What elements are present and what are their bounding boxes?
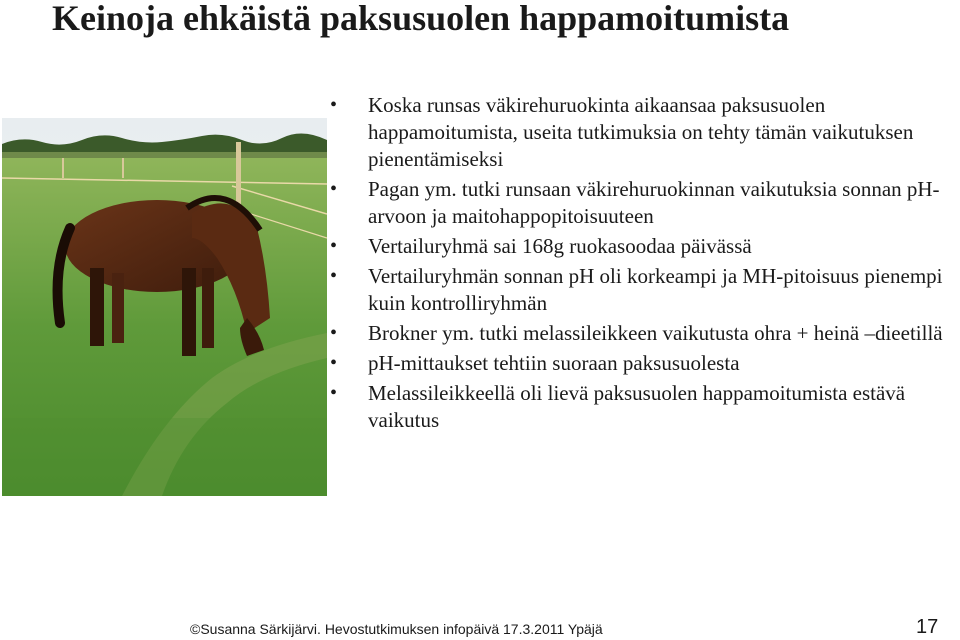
bullet-item: • pH-mittaukset tehtiin suoraan paksusuolesta: [330, 350, 958, 377]
bullet-item: • Melassileikkeellä oli lievä paksusuolen happamoitumista estävä vaikutus: [330, 380, 958, 434]
bullet-list: [330, 92, 958, 437]
bullet-item: • Pagan ym. tutki runsaan väkirehuruokinnan vaikutuksia sonnan pH-arvoon ja maitohappopitoisuuteen: [330, 176, 958, 230]
bullet-item: • Vertailuryhmä sai 168g ruokasoodaa päivässä: [330, 233, 958, 260]
bullet-item: • Brokner ym. tutki melassileikkeen vaikutusta ohra + heinä –dieetillä: [330, 320, 958, 347]
bullet-item: • Koska runsas väkirehuruokinta aikaansaa paksusuolen happamoitumista, useita tutkimuksia on tehty tämän vaikutuksen pienentämiseksi: [330, 92, 958, 173]
horse-grazing-photo: [2, 118, 327, 496]
bullet-item: • Vertailuryhmän sonnan pH oli korkeampi ja MH-pitoisuus pienempi kuin kontrolliryhmän: [330, 263, 958, 317]
page-number: 17: [916, 616, 939, 638]
slide-title: Keinoja ehkäistä paksusuolen happamoitumista: [52, 0, 790, 38]
slide-footer: ©Susanna Särkijärvi. Hevostutkimuksen infopäivä 17.3.2011 Ypäjä: [190, 621, 603, 637]
